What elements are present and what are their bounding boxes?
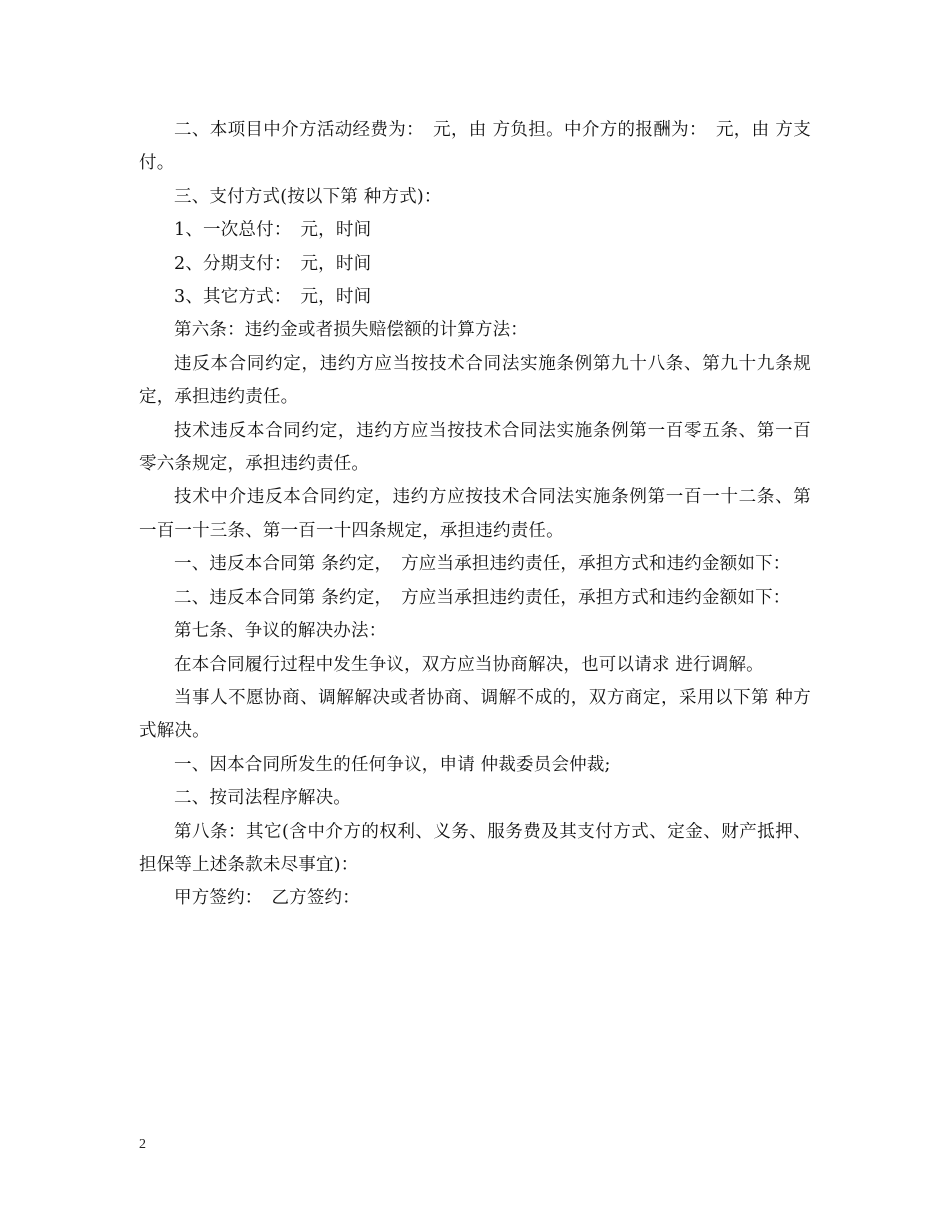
paragraph-payment-method: 三、支付方式(按以下第 种方式)： xyxy=(174,186,442,207)
heading-article-six: 第六条：违约金或者损失赔偿额的计算方法： xyxy=(174,320,528,341)
paragraph-arbitration: 一、因本合同所发生的任何争议，申请 仲裁委员会仲裁; xyxy=(174,754,611,775)
heading-article-eight: 第八条：其它(含中介方的权利、义务、服务费及其支付方式、定金、财产抵押、担保等上述条款未尽事宜)： xyxy=(139,821,811,875)
paragraph-fee-clause: 二、本项目中介方活动经费为： 元，由 方负担。中介方的报酬为： 元，由 方支付。 xyxy=(139,120,811,174)
heading-article-seven: 第七条、争议的解决办法： xyxy=(174,621,387,642)
paragraph-breach-item-two: 二、违反本合同第 条约定， 方应当承担违约责任，承担方式和违约金额如下： xyxy=(174,587,791,608)
paragraph-lump-sum: 1、一次总付： 元，时间 xyxy=(174,220,372,241)
paragraph-judicial: 二、按司法程序解决。 xyxy=(174,788,351,809)
paragraph-dispute-options: 当事人不愿协商、调解解决或者协商、调解不成的，双方商定，采用以下第 种方式解决。 xyxy=(139,687,811,742)
paragraph-breach-general: 违反本合同约定，违约方应当按技术合同法实施条例第九十八条、第九十九条规定，承担违约责任。 xyxy=(139,353,811,408)
paragraph-installment: 2、分期支付： 元，时间 xyxy=(174,253,372,274)
paragraph-breach-intermediary: 技术中介违反本合同约定，违约方应按技术合同法实施条例第一百一十二条、第一百一十三条、第一百一十四条规定，承担违约责任。 xyxy=(139,487,811,541)
paragraph-breach-item-one: 一、违反本合同第 条约定， 方应当承担违约责任，承担方式和违约金额如下： xyxy=(174,554,791,575)
page-number: 2 xyxy=(139,1137,146,1152)
document-body xyxy=(139,114,811,916)
signature-line: 甲方签约： 乙方签约： xyxy=(174,888,360,909)
paragraph-breach-technical: 技术违反本合同约定，违约方应当按技术合同法实施条例第一百零五条、第一百零六条规定，承担违约责任。 xyxy=(139,420,811,475)
paragraph-dispute-mediation: 在本合同履行过程中发生争议，双方应当协商解决，也可以请求 进行调解。 xyxy=(174,654,764,675)
paragraph-other-method: 3、其它方式： 元，时间 xyxy=(174,287,372,308)
